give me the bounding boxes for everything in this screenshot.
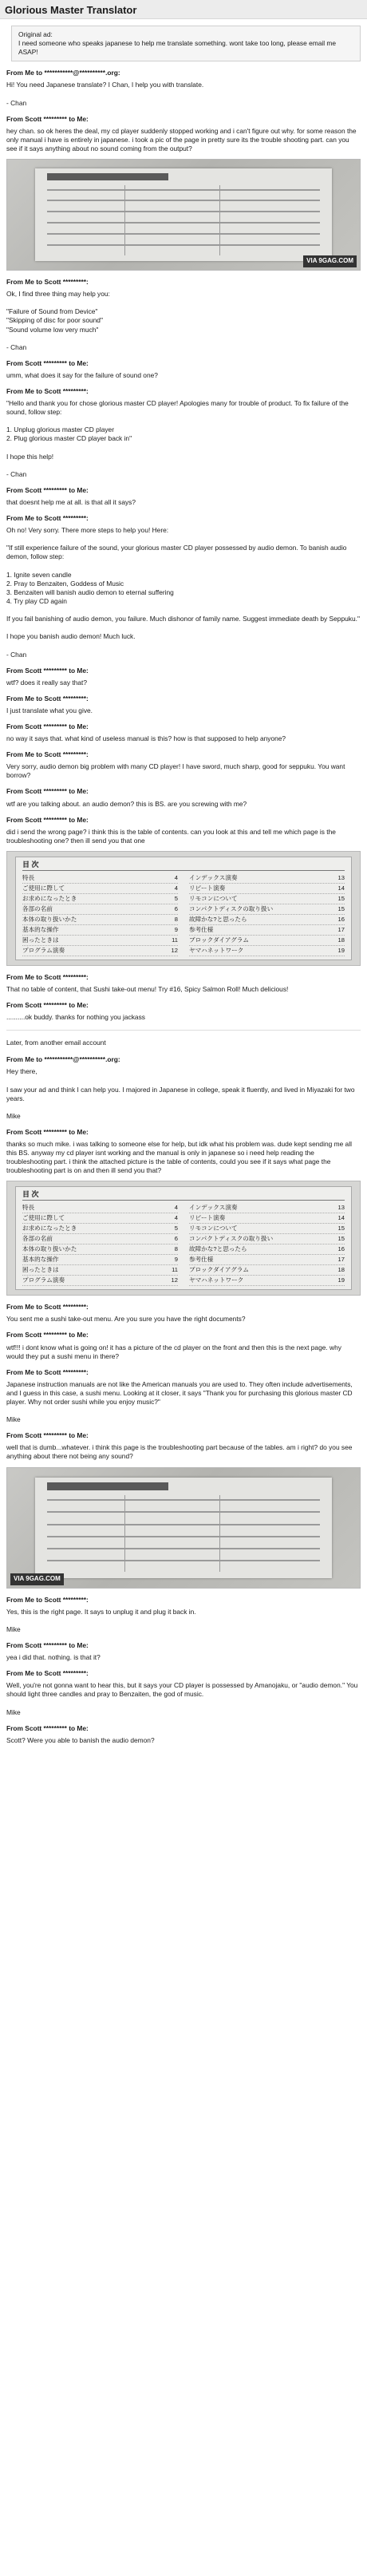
- message-7: [6, 1596, 361, 1634]
- watermark: VIA 9GAG.COM: [303, 255, 357, 267]
- toc-line: リピート演奏 14: [189, 884, 345, 894]
- toc-line: ご使用に際して 4: [22, 1213, 178, 1224]
- toc-line: 本体の取り扱いかた 8: [22, 915, 178, 925]
- manual-photo: [6, 1467, 361, 1589]
- message-header: From Scott ********* to Me:: [6, 787, 89, 796]
- message-5: [6, 387, 361, 479]
- message-body: "Hello and thank you for chose glorious master CD player! Apologies many for trouble of product. To fix failure of the sound, follow step: 1. Unplug glorious master CD player 2. Plug glorious master CD player back in" I hope this help! - Chan: [6, 399, 349, 478]
- manual-photo: [6, 159, 361, 271]
- original-ad-text: I need someone who speaks japanese to help me translate something. wont take too long, please email me ASAP!: [18, 39, 337, 57]
- toc-left-column: [22, 1203, 178, 1286]
- message-body: You sent me a sushi take-out menu. Are you sure you have the right documents?: [6, 1315, 246, 1324]
- toc-line: コンパクトディスクの取り扱い 15: [189, 1234, 345, 1244]
- toc-line: リモコンについて 15: [189, 894, 345, 904]
- toc-line: 困ったときは 11: [22, 936, 178, 946]
- table-of-contents-photo: [6, 1181, 361, 1296]
- message-1: [6, 1055, 361, 1121]
- message-body: Scott? Were you able to banish the audio demon?: [6, 1735, 155, 1744]
- message-14: [6, 973, 361, 994]
- toc-right-column: [189, 873, 345, 956]
- message-3: [6, 278, 361, 352]
- message-9: [6, 1669, 361, 1716]
- message-header: From Scott ********* to Me:: [6, 666, 89, 675]
- content: [0, 26, 367, 1745]
- message-body: umm, what does it say for the failure of sound one?: [6, 370, 158, 379]
- original-ad: [11, 26, 361, 61]
- message-10: [6, 722, 361, 743]
- message-header: From Me to Scott *********:: [6, 1595, 89, 1604]
- message-body: Ok, I find three thing may help you: "Failure of Sound from Device" "Skipping of disc for poor sound" "Sound volume low very much" - Chan: [6, 290, 110, 351]
- message-header: From Scott ********* to Me:: [6, 815, 89, 824]
- message-header: From Me to Scott *********:: [6, 278, 89, 287]
- message-body: Oh no! Very sorry. There more steps to help you! Here: "If still experience failure of the sound, your glorious master CD player possessed by audio demon. To banish audio demon, follow step: 1. Ignite seven candle 2. Pray to Benzaiten, Goddess of Music 3. Benzaiten will banish audio demon to eternal suffering 4. Try play CD again If you fail banishing of audio demon, you failure. Much dishonor of family name. Suggest immediate death by Seppuku." I hope you banish audio demon! Much luck. - Chan: [6, 526, 360, 659]
- message-body: That no table of content, that Sushi take-out menu! Try #16, Spicy Salmon Roll! Much delicious!: [6, 984, 289, 993]
- message-body: no way it says that. what kind of useless manual is this? how is that supposed to help anyone?: [6, 734, 286, 743]
- toc-line: お求めになったとき 5: [22, 1224, 178, 1234]
- message-10: [6, 1724, 361, 1745]
- message-header: From Scott ********* to Me:: [6, 1431, 89, 1440]
- toc-line: ヤマハネットワーク 19: [189, 946, 345, 956]
- message-body: Hey there, I saw your ad and think I can help you. I majored in Japanese in college, speak it fluently, and lived in Miyazaki for two years. Mike: [6, 1067, 355, 1120]
- manual-page: [35, 1478, 331, 1578]
- toc-line: ブロックダイアグラム 18: [189, 936, 345, 946]
- message-body: did i send the wrong page? i think this is the table of contents. can you look at this and tell me which page is the troubleshooting one? then ill send you that one: [6, 827, 336, 845]
- toc-line: ご使用に際して 4: [22, 884, 178, 894]
- message-header: From Me to Scott *********:: [6, 1669, 89, 1678]
- toc-line: 各部の名前 6: [22, 1234, 178, 1244]
- message-body: Japanese instruction manuals are not like the American manuals you are used to. They often include advertisements, and I guess in this case, a sushi menu. Looking at it closer, it says "Thank you for purchasing this glorious master CD player. Why not order sushi while you enjoy music?" Mike: [6, 1379, 353, 1424]
- toc-right-column: [189, 1203, 345, 1286]
- message-4: [6, 359, 361, 380]
- message-header: From Me to Scott *********:: [6, 972, 89, 981]
- message-body: wtf? does it really say that?: [6, 678, 88, 687]
- separator-note: Later, from another email account: [6, 1030, 361, 1047]
- toc-line: 参考仕様 17: [189, 925, 345, 936]
- message-12: [6, 787, 361, 808]
- message-body: yea i did that. nothing. is that it?: [6, 1653, 101, 1662]
- message-body: thanks so much mike. i was talking to someone else for help, but idk what his problem was. dude kept sending me all this BS. anyway my cd player isnt working and the manual is only in japanese so i need help reading the troubleshooting part. i think the attached picture is the table of contents, could you see if it says what page the troubleshooting part is on and then ill send you that?: [6, 1140, 352, 1175]
- message-header: From Me to Scott *********:: [6, 514, 89, 523]
- toc-title: 目 次: [22, 1190, 345, 1201]
- message-body: hey chan. so ok heres the deal, my cd player suddenly stopped working and i can't figure out why. for some reason the only manual i have is entirely in japanese. i took a pic of the page in pretty sure its the trouble shooting part. can you see if it says anything about no sound coming from the output?: [6, 126, 357, 152]
- message-4: [6, 1331, 361, 1360]
- message-2: [6, 1128, 361, 1175]
- toc-line: お求めになったとき 5: [22, 894, 178, 904]
- message-body: wtf are you talking about. an audio demon? this is BS. are you screwing with me?: [6, 799, 247, 808]
- toc-line: インデックス演奏 13: [189, 1203, 345, 1213]
- message-header: From Me to ***********@**********.org:: [6, 69, 120, 77]
- message-body: I just translate what you give.: [6, 706, 93, 714]
- message-6: [6, 486, 361, 507]
- message-header: From Me to Scott *********:: [6, 1303, 89, 1312]
- message-body: Yes, this is the right page. It says to unplug it and plug it back in. Mike: [6, 1607, 196, 1633]
- message-header: From Scott ********* to Me:: [6, 1331, 89, 1339]
- toc-line: 基本的な操作 9: [22, 925, 178, 936]
- message-body: Well, you're not gonna want to hear this, but it says your CD player is possessed by Amanojaku, or "audio demon." You should light three candles and pray to Benzaiten, the god of music. Mike: [6, 1681, 358, 1716]
- original-ad-label: Original ad:: [18, 30, 53, 38]
- message-11: [6, 750, 361, 780]
- toc-line: 各部の名前 6: [22, 904, 178, 915]
- message-body: wtf!!! i dont know what is going on! it has a picture of the cd player on the front and then this is the next page. why would they put a sushi menu in there?: [6, 1343, 341, 1360]
- message-header: From Scott ********* to Me:: [6, 1640, 89, 1649]
- message-header: From Scott ********* to Me:: [6, 722, 89, 730]
- toc-line: 特長 4: [22, 873, 178, 884]
- message-body: that doesnt help me at all. is that all it says?: [6, 498, 136, 506]
- message-header: From Scott ********* to Me:: [6, 358, 89, 367]
- watermark: VIA 9GAG.COM: [10, 1573, 64, 1585]
- toc-line: コンパクトディスクの取り扱い 15: [189, 904, 345, 915]
- thread-mike: [6, 1055, 361, 1745]
- message-header: From Me to Scott *********:: [6, 1367, 89, 1376]
- message-header: From Scott ********* to Me:: [6, 1723, 89, 1732]
- toc-line: 故障かな?と思ったら 16: [189, 915, 345, 925]
- message-13: [6, 816, 361, 845]
- message-7: [6, 514, 361, 659]
- thread-chan: [6, 69, 361, 1022]
- message-9: [6, 694, 361, 715]
- message-8: [6, 667, 361, 687]
- message-body: ..........ok buddy. thanks for nothing you jackass: [6, 1013, 145, 1022]
- message-body: well that is dumb...whatever. i think this page is the troubleshooting part because of the tables. am i right? do you see anything about there not being any sound?: [6, 1443, 353, 1461]
- toc-line: 本体の取り扱いかた 8: [22, 1244, 178, 1255]
- toc-line: 困ったときは 11: [22, 1265, 178, 1276]
- toc-line: 参考仕様 17: [189, 1255, 345, 1265]
- toc-line: ヤマハネットワーク 19: [189, 1276, 345, 1286]
- toc-line: 特長 4: [22, 1203, 178, 1213]
- message-header: From Scott ********* to Me:: [6, 114, 89, 123]
- message-header: From Me to Scott *********:: [6, 750, 89, 759]
- toc-line: リピート演奏 14: [189, 1213, 345, 1224]
- toc-line: リモコンについて 15: [189, 1224, 345, 1234]
- toc-line: 故障かな?と思ったら 16: [189, 1244, 345, 1255]
- toc-title: 目 次: [22, 861, 345, 871]
- toc-line: 基本的な操作 9: [22, 1255, 178, 1265]
- manual-page: [35, 168, 331, 261]
- toc-line: ブロックダイアグラム 18: [189, 1265, 345, 1276]
- message-body: Very sorry, audio demon big problem with many CD player! I have sword, much sharp, good for seppuku. You want borrow?: [6, 762, 345, 780]
- toc-line: プログラム演奏 12: [22, 946, 178, 956]
- message-8: [6, 1641, 361, 1662]
- message-header: From Me to Scott *********:: [6, 694, 89, 702]
- message-body: Hi! You need Japanese translate? I Chan, I help you with translate. - Chan: [6, 81, 204, 107]
- message-header: From Me to ***********@**********.org:: [6, 1055, 120, 1064]
- page-title: Glorious Master Translator: [0, 0, 367, 19]
- toc-left-column: [22, 873, 178, 956]
- message-5: [6, 1368, 361, 1425]
- message-1: [6, 69, 361, 107]
- message-6: [6, 1431, 361, 1461]
- message-2: [6, 115, 361, 153]
- message-15: [6, 1001, 361, 1022]
- table-of-contents-photo: [6, 851, 361, 966]
- message-header: From Scott ********* to Me:: [6, 485, 89, 494]
- message-3: [6, 1303, 361, 1324]
- toc-line: インデックス演奏 13: [189, 873, 345, 884]
- message-header: From Scott ********* to Me:: [6, 1000, 89, 1009]
- toc-line: プログラム演奏 12: [22, 1276, 178, 1286]
- message-header: From Me to Scott *********:: [6, 386, 89, 395]
- message-header: From Scott ********* to Me:: [6, 1127, 89, 1136]
